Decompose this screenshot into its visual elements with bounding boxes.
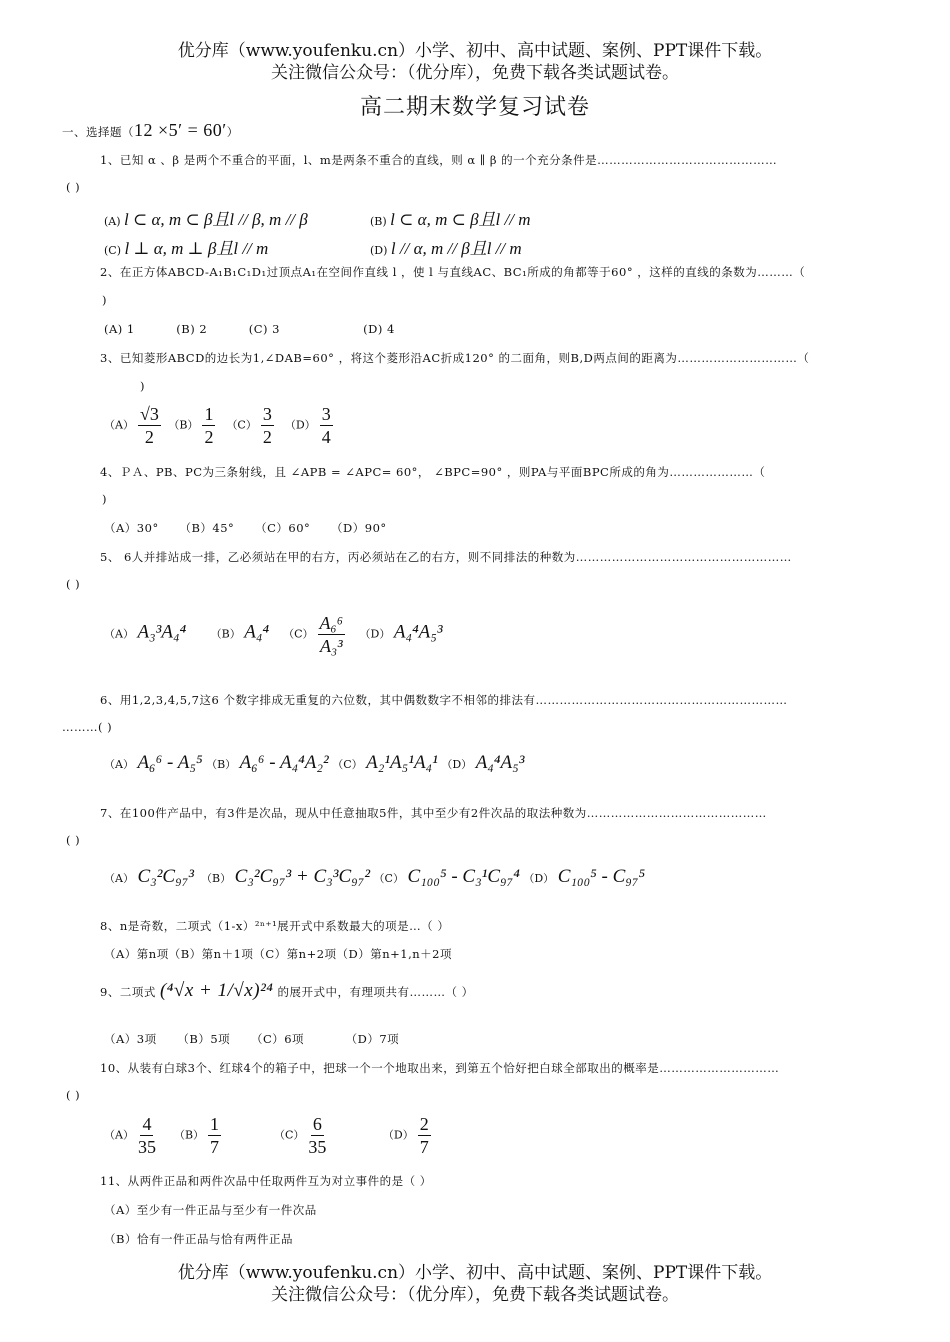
q4-options: （A）30° （B）45° （C）60° （D）90° — [104, 521, 387, 535]
q5-a-label: （A） — [104, 627, 134, 641]
q6-options — [104, 752, 524, 774]
section-close: ） — [226, 125, 239, 139]
q11-stem: 11、从两件正品和两件次品中任取两件互为对立事件的是（ ） — [100, 1174, 432, 1188]
q11-option-b: （B）恰有一件正品与恰有两件正品 — [104, 1232, 293, 1246]
q7-d-math: C₁₀₀⁵ - C₉₇⁵ — [557, 866, 646, 887]
q1-b-math: l ⊂ α, m ⊂ β且l // m — [390, 210, 531, 229]
header-line-1: 优分库（www.youfenku.cn）小学、初中、高中试题、案例、PPT课件下载。 — [177, 41, 773, 61]
q5-b-label: （B） — [210, 627, 241, 641]
q10-d-num: 2 — [419, 1114, 429, 1134]
q3-b-frac — [202, 403, 215, 448]
q7-b-label: （B） — [201, 872, 232, 885]
q10-stem: 10、从装有白球3个、红球4个的箱子中，把球一个一个地取出来，到第五个恰好把白球全部取出的概率是………………………… — [100, 1061, 780, 1075]
q6-a-label: （A） — [104, 758, 134, 771]
q3-c-den: 2 — [262, 427, 272, 447]
q10-options — [104, 1113, 435, 1158]
q3-c-label: （C） — [226, 418, 257, 432]
q10-c-den: 35 — [308, 1137, 327, 1157]
q1-c-math: l ⊥ α, m ⊥ β且l // m — [124, 239, 269, 258]
footer-line-1: 优分库（www.youfenku.cn）小学、初中、高中试题、案例、PPT课件下载。 — [177, 1263, 773, 1283]
q1-d-math: l // α, m // β且l // m — [390, 239, 522, 258]
q7-a-math: C₃²C₉₇³ — [137, 866, 195, 887]
q6-d-math: A₄⁴A₅³ — [475, 752, 525, 773]
q3-a-frac — [138, 403, 161, 448]
page-title: 高二期末数学复习试卷 — [359, 95, 590, 120]
q2-stem: 2、在正方体ABCD-A₁B₁C₁D₁过顶点A₁在空间作直线 l ，使 l 与直线AC、BC₁所成的角都等于60° ，这样的直线的条数为………（ — [100, 265, 806, 279]
q3-d-num: 3 — [321, 404, 331, 424]
q3-a-num: √3 — [139, 404, 159, 424]
q8-options: （A）第n项（B）第n＋1项（C）第n+2项（D）第n+1,n＋2项 — [104, 947, 452, 961]
q1-a-label: (A) — [104, 215, 121, 228]
q1-a-math: l ⊂ α, m ⊂ β且l // β, m // β — [124, 210, 308, 229]
q6-d-label: （D） — [441, 758, 473, 771]
footer-line-2: 关注微信公众号：（优分库），免费下载各类试题试卷。 — [271, 1285, 679, 1305]
q5-d-math: A₄⁴A₅³ — [393, 621, 443, 643]
q10-c-frac — [308, 1113, 326, 1158]
q5-c-label: （C） — [283, 627, 314, 641]
q10-b-label: （B） — [173, 1128, 205, 1142]
q5-c-num: A₆⁶ — [319, 613, 344, 633]
q8-stem: 8、n是奇数，二项式（1-x）²ⁿ⁺¹展开式中系数最大的项是…（ ） — [100, 919, 450, 933]
q7-c-math: C₁₀₀⁵ - C₃¹C₉₇⁴ — [407, 866, 520, 887]
q5-c-den: A₃³ — [319, 636, 343, 656]
q9-stem — [100, 980, 474, 1002]
q4-paren: ) — [102, 492, 107, 506]
section-score: 12 ×5′ = 60′ — [134, 120, 227, 140]
q3-a-den: 2 — [144, 427, 154, 447]
q5-d-label: （D） — [359, 627, 391, 641]
q1-paren: ( ) — [66, 180, 81, 194]
q3-b-den: 2 — [204, 427, 214, 447]
q1-option-a — [104, 205, 308, 230]
q2-options: (A) 1 (B) 2 (C) 3 (D) 4 — [104, 322, 395, 336]
q3-b-label: （B） — [168, 418, 199, 432]
section-label: 一、选择题（ — [62, 125, 134, 139]
q3-d-frac — [320, 403, 333, 448]
section-heading — [62, 120, 239, 141]
q5-c-frac — [318, 612, 346, 657]
q6-stem: 6、用1,2,3,4,5,7这6 个数字排成无重复的六位数，其中偶数数字不相邻的排法有……………………………………………………… — [100, 693, 788, 707]
q7-options — [104, 866, 645, 888]
q10-c-num: 6 — [312, 1114, 322, 1134]
q1-option-c — [104, 234, 268, 259]
q5-paren: ( ) — [66, 577, 81, 591]
q3-d-label: （D） — [284, 418, 316, 432]
q3-c-num: 3 — [262, 404, 272, 424]
q7-b-math: C₃²C₉₇³ + C₃³C₉₇² — [234, 866, 371, 887]
q6-b-math: A₆⁶ - A₄⁴A₂² — [239, 752, 329, 773]
q1-stem: 1、已知 α 、β 是两个不重合的平面，l、m是两条不重合的直线，则 α ∥ β 的一个充分条件是……………………………………… — [100, 153, 778, 167]
q3-options — [104, 403, 337, 448]
q6-c-label: （C） — [332, 758, 363, 771]
q7-c-label: （C） — [373, 872, 404, 885]
q10-b-den: 7 — [210, 1137, 220, 1157]
q9-stem-pre: 9、二项式 — [100, 985, 156, 999]
q3-paren: ) — [140, 379, 145, 393]
q10-c-label: （C） — [274, 1128, 305, 1142]
q10-b-frac — [208, 1113, 221, 1158]
q5-b-math: A₄⁴ — [244, 621, 270, 643]
q1-option-d — [370, 234, 522, 259]
q9-math: (⁴√x + 1/√x)²⁴ — [159, 980, 274, 1001]
q7-paren: ( ) — [66, 833, 81, 847]
q10-d-den: 7 — [419, 1137, 429, 1157]
q10-d-label: （D） — [382, 1128, 414, 1142]
q3-stem: 3、已知菱形ABCD的边长为1,∠DAB=60° ，将这个菱形沿AC折成120° 的二面角，则B,D两点间的距离为…………………………（ — [100, 351, 810, 365]
q10-a-num: 4 — [142, 1114, 152, 1134]
q7-d-label: （D） — [523, 872, 555, 885]
q1-d-label: (D) — [370, 244, 388, 257]
q4-stem: 4、ＰＡ、PB、PC为三条射线，且 ∠APB = ∠APC= 60°， ∠BPC=90° ，则PA与平面BPC所成的角为…………………（ — [100, 465, 766, 479]
q10-paren: ( ) — [66, 1088, 81, 1102]
q11-option-a: （A）至少有一件正品与至少有一件次品 — [104, 1203, 317, 1217]
q3-a-label: （A） — [104, 418, 134, 432]
q1-b-label: (B) — [370, 215, 387, 228]
q6-c-math: A₂¹A₅¹A₄¹ — [366, 752, 438, 773]
q10-d-frac — [418, 1113, 431, 1158]
q5-stem: 5、 6人并排站成一排，乙必须站在甲的右方，丙必须站在乙的右方，则不同排法的种数为……………………………………………… — [100, 550, 792, 564]
q5-a-math: A₃³A₄⁴ — [137, 621, 187, 643]
q10-b-num: 1 — [210, 1114, 220, 1134]
q7-stem: 7、在100件产品中，有3件是次品，现从中任意抽取5件，其中至少有2件次品的取法种数为……………………………………… — [100, 806, 767, 820]
q9-stem-post: 的展开式中，有理项共有………（ ） — [277, 985, 474, 999]
q1-c-label: (C) — [104, 244, 121, 257]
q7-a-label: （A） — [104, 872, 134, 885]
header-line-2: 关注微信公众号：（优分库），免费下载各类试题试卷。 — [271, 63, 679, 83]
q5-options — [104, 612, 443, 657]
q1-option-b — [370, 205, 531, 230]
q6-b-label: （B） — [206, 758, 237, 771]
q6-a-math: A₆⁶ - A₅⁵ — [137, 752, 203, 773]
q10-a-label: （A） — [104, 1128, 134, 1142]
q2-paren: ) — [102, 293, 107, 307]
q3-c-frac — [261, 403, 274, 448]
q10-a-den: 35 — [137, 1137, 156, 1157]
q6-stem-cont: ………( ) — [62, 720, 113, 734]
q9-options: （A）3项 （B）5项 （C）6项 （D）7项 — [104, 1032, 400, 1046]
q10-a-frac — [138, 1113, 156, 1158]
q3-b-num: 1 — [204, 404, 214, 424]
q3-d-den: 4 — [321, 427, 331, 447]
